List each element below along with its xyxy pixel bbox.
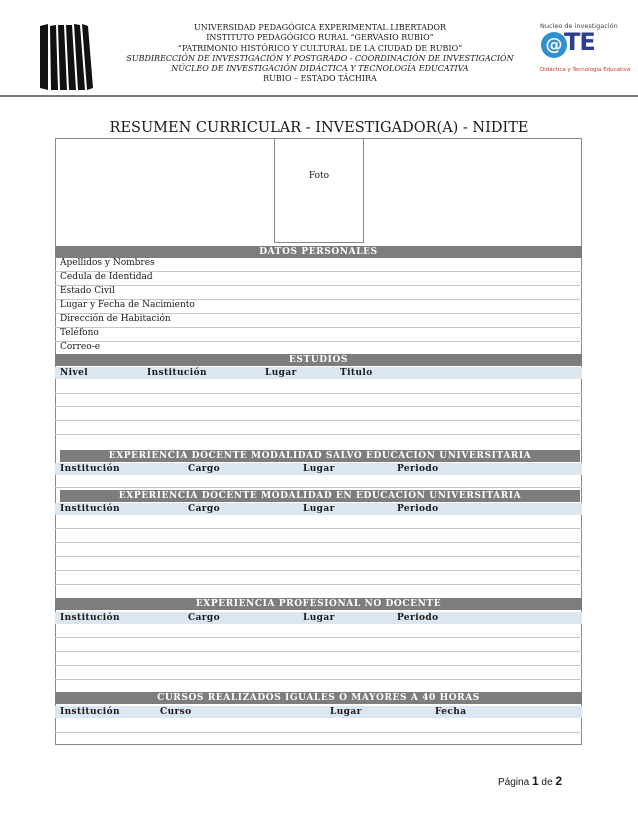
cursos-heading: CURSOS REALIZADOS IGUALES O MAYORES A 40 HORAS: [55, 692, 582, 704]
nidite-logo-bottom-text: Didáctica y Tecnología Educativa: [540, 67, 631, 73]
of-word: de: [541, 777, 553, 788]
table-row[interactable]: [55, 556, 582, 557]
col-institucion: Institución: [60, 504, 120, 514]
header-line-1: UNIVERSIDAD PEDAGÓGICA EXPERIMENTAL LIBERTADOR: [194, 23, 446, 32]
col-institucion: Institución: [60, 707, 120, 717]
field-estado-civil[interactable]: Estado Civil: [60, 286, 115, 296]
exp-docente-univ-column-header: [55, 503, 582, 515]
col-institucion: Institución: [60, 613, 120, 623]
table-row[interactable]: [55, 420, 582, 421]
field-correo[interactable]: Correo-e: [60, 342, 101, 352]
field-telefono[interactable]: Teléfono: [60, 328, 99, 338]
exp-profesional-heading: EXPERIENCIA PROFESIONAL NO DOCENTE: [55, 598, 582, 610]
table-row[interactable]: [55, 393, 582, 394]
col-cargo: Cargo: [188, 504, 221, 514]
col-periodo: Periodo: [397, 504, 439, 514]
page-total: 2: [555, 774, 562, 788]
table-row[interactable]: [55, 637, 582, 638]
col-periodo: Periodo: [397, 464, 439, 474]
exp-docente-no-univ-heading: EXPERIENCIA DOCENTE MODALIDAD SALVO EDUCACIÓN UNIVERSITARIA: [60, 450, 580, 462]
col-institucion: Institución: [147, 368, 207, 378]
nidite-logo-word: TE: [564, 28, 595, 56]
table-row[interactable]: [55, 542, 582, 543]
cursos-column-header: [55, 706, 582, 718]
university-logo: [36, 20, 94, 92]
col-periodo: Periodo: [397, 613, 439, 623]
table-row[interactable]: [55, 732, 582, 733]
col-lugar: Lugar: [303, 504, 335, 514]
page-number: [498, 774, 562, 788]
table-row[interactable]: [55, 570, 582, 571]
field-cedula[interactable]: Cedula de Identidad: [60, 272, 153, 282]
page-word: Página: [498, 777, 530, 788]
col-lugar: Lugar: [303, 613, 335, 623]
col-cargo: Cargo: [188, 464, 221, 474]
col-fecha: Fecha: [435, 707, 467, 717]
header-line-4: SUBDIRECCIÓN DE INVESTIGACIÓN Y POSTGRADO - COORDINACIÓN DE INVESTIGACIÓN: [126, 53, 514, 63]
header-line-3: “PATRIMONIO HISTÓRICO Y CULTURAL DE LA CIUDAD DE RUBIO”: [177, 43, 463, 53]
header-line-5: NÚCLEO DE INVESTIGACIÓN DIDÁCTICA Y TECNOLOGÍA EDUCATIVA: [171, 64, 469, 74]
table-row[interactable]: [55, 434, 582, 435]
divider: [55, 327, 582, 328]
photo-label: Foto: [308, 171, 330, 181]
field-apellidos-nombres[interactable]: Apellidos y Nombres: [60, 258, 155, 268]
divider: [55, 341, 582, 342]
exp-docente-univ-heading: EXPERIENCIA DOCENTE MODALIDAD EN EDUCACIÓN UNIVERSITARIA: [60, 490, 580, 502]
estudios-column-header: [55, 367, 582, 379]
table-row[interactable]: [55, 651, 582, 652]
field-direccion[interactable]: Dirección de Habitación: [60, 314, 171, 324]
col-institucion: Institución: [60, 464, 120, 474]
table-row[interactable]: [55, 665, 582, 666]
col-curso: Curso: [160, 707, 192, 717]
table-row[interactable]: [55, 584, 582, 585]
exp-docente-no-univ-column-header: [55, 463, 582, 475]
col-cargo: Cargo: [188, 613, 221, 623]
col-lugar: Lugar: [330, 707, 362, 717]
table-row[interactable]: [55, 679, 582, 680]
divider: [55, 285, 582, 286]
exp-profesional-column-header: [55, 612, 582, 624]
col-titulo: Titulo: [340, 368, 373, 378]
header-line-2: INSTITUTO PEDAGÓGICO RURAL “GERVASIO RUBIO”: [206, 33, 434, 43]
table-row[interactable]: [55, 528, 582, 529]
datos-personales-heading: DATOS PERSONALES: [55, 246, 582, 258]
estudios-heading: ESTUDIOS: [55, 354, 582, 366]
form-title: RESUMEN CURRICULAR - INVESTIGADOR(A) - NIDITE: [109, 120, 529, 136]
field-lugar-fecha-nacimiento[interactable]: Lugar y Fecha de Nacimiento: [60, 300, 195, 310]
table-row[interactable]: [55, 406, 582, 407]
institution-header: [110, 23, 530, 85]
photo-box[interactable]: [274, 138, 364, 243]
table-row[interactable]: [55, 487, 582, 488]
header-line-6: RUBIO – ESTADO TÁCHIRA: [263, 74, 377, 84]
page-current: 1: [531, 774, 539, 788]
col-lugar: Lugar: [265, 368, 297, 378]
header-divider: [0, 95, 638, 97]
col-nivel: Nivel: [60, 368, 89, 378]
col-lugar: Lugar: [303, 464, 335, 474]
nidite-logo: [538, 22, 631, 80]
nidite-logo-top-text: Nucleo de investigación: [540, 22, 618, 30]
at-symbol-icon: @: [541, 32, 567, 58]
